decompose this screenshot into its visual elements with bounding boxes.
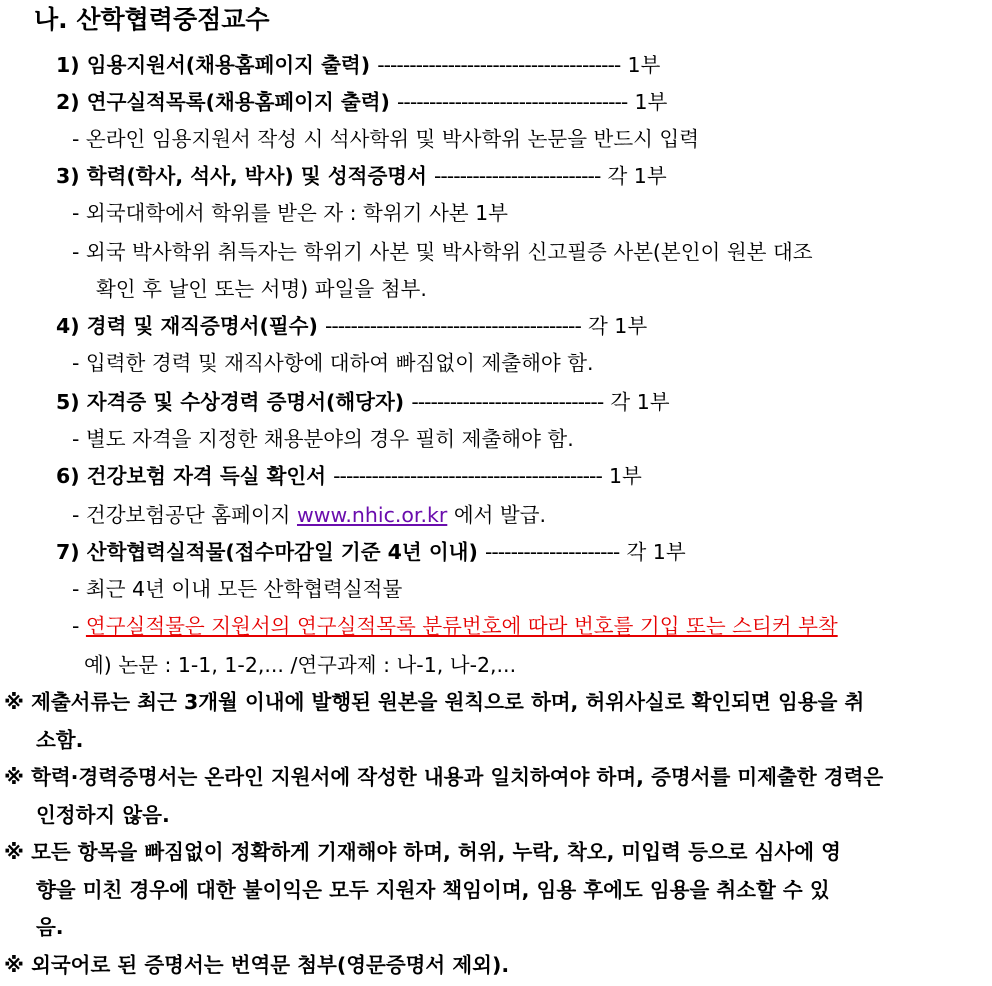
note-3-line-1: ※ 모든 항목을 빠짐없이 정확하게 기재해야 하며, 허위, 누락, 착오, 미입력 등으로 심사에 영 [4,840,841,864]
item-3 [56,161,667,191]
item-6-note [72,500,546,530]
note-3-line-3: 음. [36,915,64,939]
item-5 [56,387,670,417]
item-label: 1) 임용지원서(채용홈페이지 출력) [56,53,371,77]
item-7-red-instruction: 연구실적물은 지원서의 연구실적목록 분류번호에 따라 번호를 기입 또는 스티커 부착 [85,614,838,638]
item-count: 각 1부 [610,390,670,414]
item-leader: -------------------------------------- [377,53,621,77]
item-label: 2) 연구실적목록(채용홈페이지 출력) [56,90,390,114]
item-7-note-2 [72,611,838,641]
item-leader: --------------------- [484,540,620,564]
item-2 [56,87,667,117]
note-2-line-1: ※ 학력·경력증명서는 온라인 지원서에 작성한 내용과 일치하여야 하며, 증명서를 미제출한 경력은 [4,765,884,789]
section-title: 나. 산학협력중점교수 [34,5,270,34]
item-count: 각 1부 [626,540,686,564]
note-3-line-2: 향을 미친 경우에 대한 불이익은 모두 지원자 책임이며, 임용 후에도 임용을 취소할 수 있 [36,878,830,902]
nhic-link[interactable]: www.nhic.or.kr [296,503,448,527]
item-count: 각 1부 [587,314,648,338]
item-count: 1부 [634,90,668,114]
item-3-note-2: - 외국 박사학위 취득자는 학위기 사본 및 박사학위 신고필증 사본(본인이 원본 대조 [72,240,813,264]
item-count: 1부 [627,53,661,77]
item-6-note-prefix: - 건강보험공단 홈페이지 [72,503,297,527]
item-leader: ------------------------------ [411,390,604,414]
item-leader: ---------------------------------------- [324,314,581,338]
note-1-line-2: 소함. [36,728,84,752]
item-7-example: 예) 논문 : 1-1, 1-2,... /연구과제 : 나-1, 나-2,... [84,653,517,677]
item-7-note-2-dash: - [72,614,86,638]
item-6 [56,461,642,491]
item-4 [56,311,647,341]
item-4-note: - 입력한 경력 및 재직사항에 대하여 빠짐없이 제출해야 함. [72,351,594,375]
item-count: 각 1부 [607,164,667,188]
item-label: 6) 건강보험 자격 득실 확인서 [56,464,327,488]
note-4: ※ 외국어로 된 증명서는 번역문 첨부(영문증명서 제외). [4,953,510,977]
item-leader: ------------------------------------ [397,90,628,114]
item-2-note: - 온라인 임용지원서 작성 시 석사학위 및 박사학위 논문을 반드시 입력 [72,127,700,151]
item-label: 7) 산학협력실적물(접수마감일 기준 4년 이내) [56,540,478,564]
item-6-note-suffix: 에서 발급. [447,503,547,527]
item-7-note-1: - 최근 4년 이내 모든 산학협력실적물 [72,577,403,601]
note-1-line-1: ※ 제출서류는 최근 3개월 이내에 발행된 원본을 원칙으로 하며, 허위사실로 확인되면 임용을 취 [4,690,865,714]
item-3-note-2-cont: 확인 후 날인 또는 서명) 파일을 첨부. [96,277,427,301]
item-count: 1부 [608,464,642,488]
item-label: 4) 경력 및 재직증명서(필수) [56,314,318,338]
item-1 [56,50,660,80]
note-2-line-2: 인정하지 않음. [36,803,170,827]
item-label: 3) 학력(학사, 석사, 박사) 및 성적증명서 [56,164,427,188]
item-3-note-1: - 외국대학에서 학위를 받은 자 : 학위기 사본 1부 [72,201,508,225]
item-leader: ------------------------------------------ [333,464,602,488]
item-7 [56,537,686,567]
item-label: 5) 자격증 및 수상경력 증명서(해당자) [56,390,405,414]
item-leader: -------------------------- [434,164,601,188]
item-5-note: - 별도 자격을 지정한 채용분야의 경우 필히 제출해야 함. [72,427,574,451]
